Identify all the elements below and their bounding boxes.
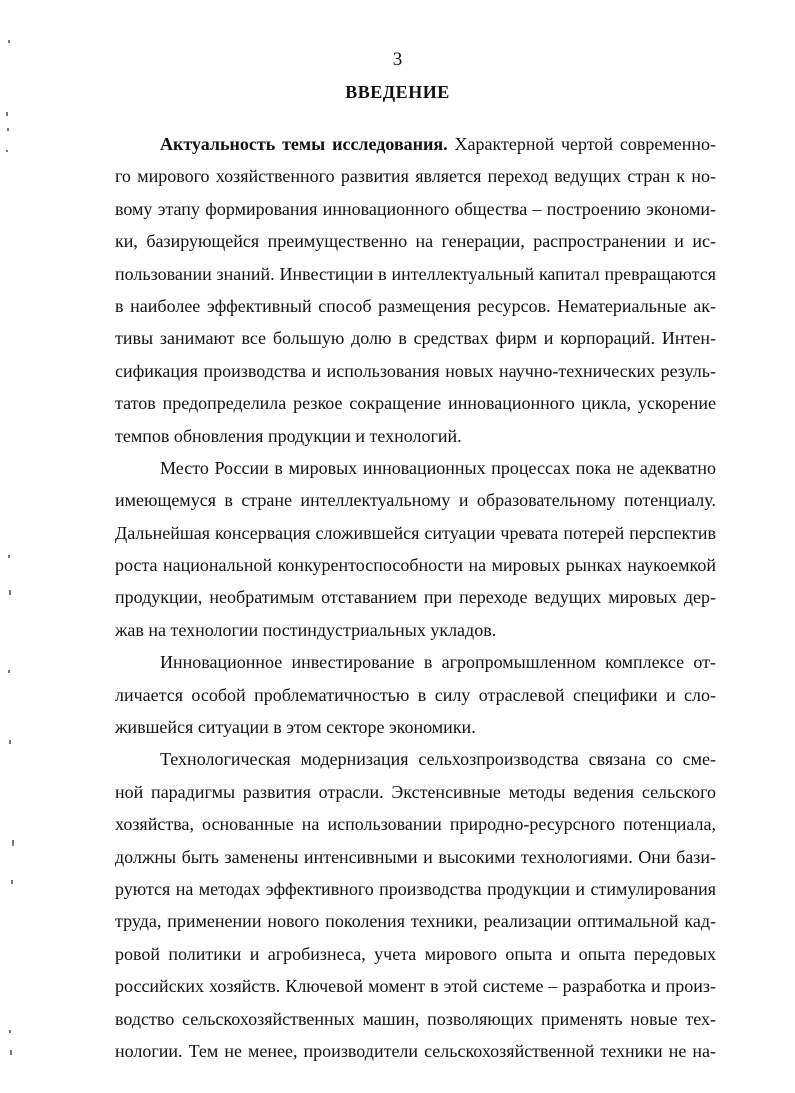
- scan-speck: [9, 590, 11, 595]
- text-line: продукции, необратимым отставанием при переходе ведущих мировых дер-: [115, 587, 716, 608]
- scan-speck: [6, 112, 8, 116]
- text-line: сификация производства и использования новых научно-технических резуль-: [115, 360, 716, 381]
- text-line: Инновационное инвестирование в агропромышленном комплексе от-: [160, 652, 716, 673]
- paragraph-modernization: [115, 743, 716, 1067]
- text-line: Дальнейшая консервация сложившейся ситуации чревата потерей перспектив: [115, 522, 716, 543]
- text-line: Место России в мировых инновационных процессах пока не адекватно: [160, 457, 716, 478]
- text-line: тивы занимают все большую долю в средствах фирм и корпораций. Интен-: [115, 328, 716, 349]
- body-text: [115, 128, 716, 1067]
- text-line: пользовании знаний. Инвестиции в интеллектуальный капитал превращаются: [115, 263, 716, 284]
- text-line: го мирового хозяйственного развития является переход ведущих стран к но-: [115, 166, 716, 187]
- scan-speck: [8, 555, 10, 558]
- paragraph-russia-place: [115, 452, 716, 646]
- scan-speck: [7, 128, 9, 131]
- paragraph-innovation-investing: [115, 646, 716, 743]
- text-line: жившейся ситуации в этом секторе экономики.: [115, 717, 476, 738]
- scan-speck: [9, 740, 11, 744]
- scan-speck: [10, 1050, 12, 1055]
- scan-speck: [11, 880, 13, 884]
- section-heading: ВВЕДЕНИЕ: [345, 82, 450, 102]
- page-number: 3: [392, 49, 403, 70]
- text-line: личается особой проблематичностью в силу отраслевой специфики и сло-: [115, 684, 716, 705]
- scan-speck: [8, 40, 10, 43]
- text-line: хозяйства, основанные на использовании природно-ресурсного потенциала,: [115, 814, 716, 835]
- text-line: ной парадигмы развития отрасли. Экстенсивные методы ведения сельского: [115, 781, 716, 802]
- paragraph-lead: Актуальность темы исследования.: [160, 134, 448, 154]
- text-line: имеющемуся в стране интеллектуальному и образовательному потенциалу.: [115, 490, 716, 511]
- line-text: Характерной чертой современно-: [447, 134, 717, 154]
- text-line: водство сельскохозяйственных машин, позволяющих применять новые тех-: [115, 1008, 716, 1029]
- text-line: нологии. Тем не менее, производители сельскохозяйственной техники не на-: [115, 1040, 716, 1061]
- text-line: татов предопределила резкое сокращение инновационного цикла, ускорение: [115, 393, 716, 414]
- text-line: труда, применении нового поколения техники, реализации оптимальной кад-: [115, 911, 716, 932]
- text-line: ки, базирующейся преимущественно на генерации, распространении и ис-: [115, 231, 716, 252]
- text-line: руются на методах эффективного производства продукции и стимулирования: [115, 878, 716, 899]
- text-line: [115, 128, 716, 160]
- text-line: ровой политики и агробизнеса, учета мирового опыта и опыта передовых: [115, 943, 716, 964]
- text-line: в наиболее эффективный способ размещения ресурсов. Нематериальные ак-: [115, 295, 716, 316]
- scan-speck: [8, 670, 10, 673]
- text-line: вому этапу формирования инновационного общества – построению экономи-: [115, 198, 716, 219]
- scan-speck: [6, 150, 8, 152]
- paragraph-relevance: [115, 128, 716, 452]
- text-line: темпов обновления продукции и технологий.: [115, 425, 462, 446]
- text-line: российских хозяйств. Ключевой момент в этой системе – разработка и произ-: [115, 976, 716, 997]
- text-line: Технологическая модернизация сельхозпроизводства связана со сме-: [160, 749, 716, 770]
- scan-speck: [12, 840, 14, 846]
- text-line: должны быть заменены интенсивными и высокими технологиями. Они бази-: [115, 846, 716, 867]
- text-line: роста национальной конкурентоспособности на мировых рынках наукоемкой: [115, 555, 716, 576]
- text-line: жав на технологии постиндустриальных укладов.: [115, 619, 497, 640]
- scan-speck: [9, 1030, 11, 1033]
